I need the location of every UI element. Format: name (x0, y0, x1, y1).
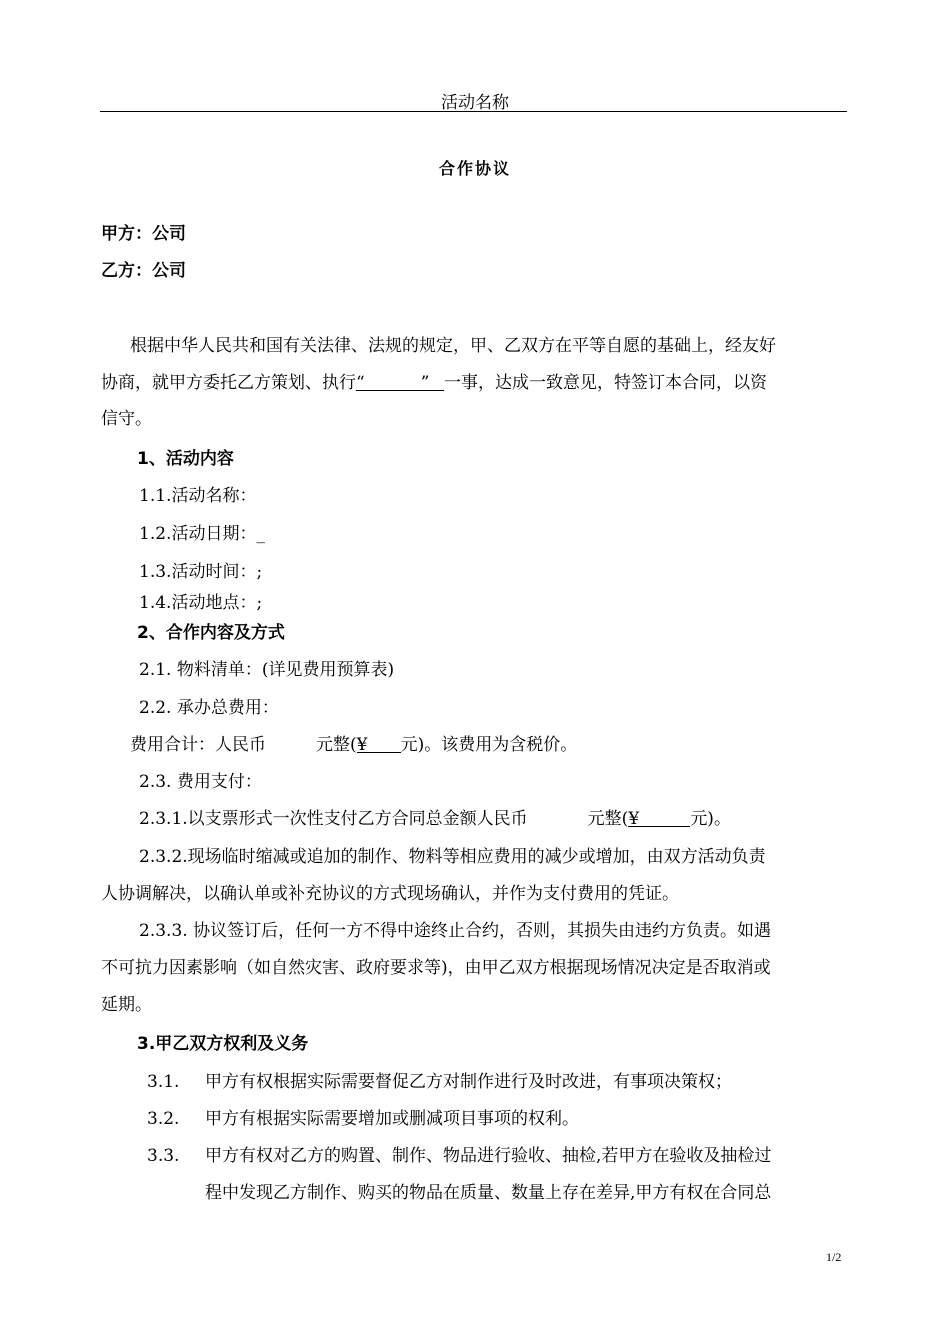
fee-total-label: 费用合计：人民币 (130, 735, 266, 755)
section-1-item: 1.1.活动名称： (139, 486, 257, 506)
section-1-heading: 1、活动内容 (137, 449, 234, 469)
intro-line-2-pre: 协商，就甲方委托乙方策划、执行 (101, 373, 356, 393)
clause-2-3: 2.3. 费用支付： (139, 772, 262, 792)
intro-line-3: 信守。 (101, 409, 152, 429)
clause-3-3-text-line-1: 甲方有权对乙方的购置、制作、物品进行验收、抽检,若甲方在验收及抽检过 (205, 1146, 772, 1166)
fee-total-line: 费用合计：人民币 元整(¥ 元)。该费用为含税价。 (130, 735, 578, 755)
clause-3-2-number: 3.2. (147, 1109, 180, 1129)
clause-3-3-number: 3.3. (147, 1146, 180, 1166)
intro-line-2 (101, 372, 767, 394)
project-name-blank: “ ” (356, 372, 444, 391)
clause-3-3-text-line-2: 程中发现乙方制作、购买的物品在质量、数量上存在差异,甲方有权在合同总 (205, 1183, 772, 1203)
intro-line-1: 根据中华人民共和国有关法律、法规的规定，甲、乙双方在平等自愿的基础上，经友好 (130, 336, 776, 356)
section-3-heading: 3.甲乙双方权利及义务 (137, 1034, 309, 1054)
party-a: 甲方：公司 (101, 224, 186, 244)
clause-3-2-text: 甲方有根据实际需要增加或删减项目事项的权利。 (205, 1109, 579, 1129)
fee-yen-blank: ¥ (357, 734, 401, 753)
payment-yen-blank: ¥ (628, 808, 690, 827)
section-1-item: 1.3.活动时间：; (139, 562, 263, 582)
clause-2-3-1: 2.3.1.以支票形式一次性支付乙方合同总金额人民币 元整(¥ 元)。 (139, 809, 731, 829)
clause-3-1-text: 甲方有权根据实际需要督促乙方对制作进行及时改进，有事项决策权； (205, 1072, 732, 1092)
section-1-item: 1.2.活动日期：_ (139, 524, 265, 544)
clause-2-3-3-line-2: 不可抗力因素影响（如自然灾害、政府要求等)，由甲乙双方根据现场情况决定是否取消或 (101, 958, 771, 978)
party-b: 乙方：公司 (101, 261, 186, 281)
section-2-heading: 2、合作内容及方式 (137, 623, 285, 643)
document-title: 合作协议 (438, 159, 511, 178)
clause-2-2: 2.2. 承办总费用： (139, 698, 279, 718)
header-title: 活动名称 (441, 93, 509, 113)
section-1-item: 1.4.活动地点：; (139, 593, 263, 613)
clause-2-3-3-line-3: 延期。 (101, 995, 152, 1015)
clause-2-3-2-line-1: 2.3.2.现场临时缩减或追加的制作、物料等相应费用的减少或增加，由双方活动负责 (139, 847, 766, 867)
clause-2-3-3-line-1: 2.3.3. 协议签订后，任何一方不得中途终止合约，否则，其损失由违约方负责。如遇 (139, 921, 772, 941)
header-rule (100, 111, 847, 112)
page-number: 1/2 (826, 1250, 842, 1264)
clause-2-1: 2.1. 物料清单：(详见费用预算表) (139, 660, 395, 680)
intro-line-2-post: 一事，达成一致意见，特签订本合同，以资 (444, 373, 767, 393)
clause-2-3-2-line-2: 人协调解决，以确认单或补充协议的方式现场确认，并作为支付费用的凭证。 (101, 884, 679, 904)
clause-3-1-number: 3.1. (147, 1072, 180, 1092)
